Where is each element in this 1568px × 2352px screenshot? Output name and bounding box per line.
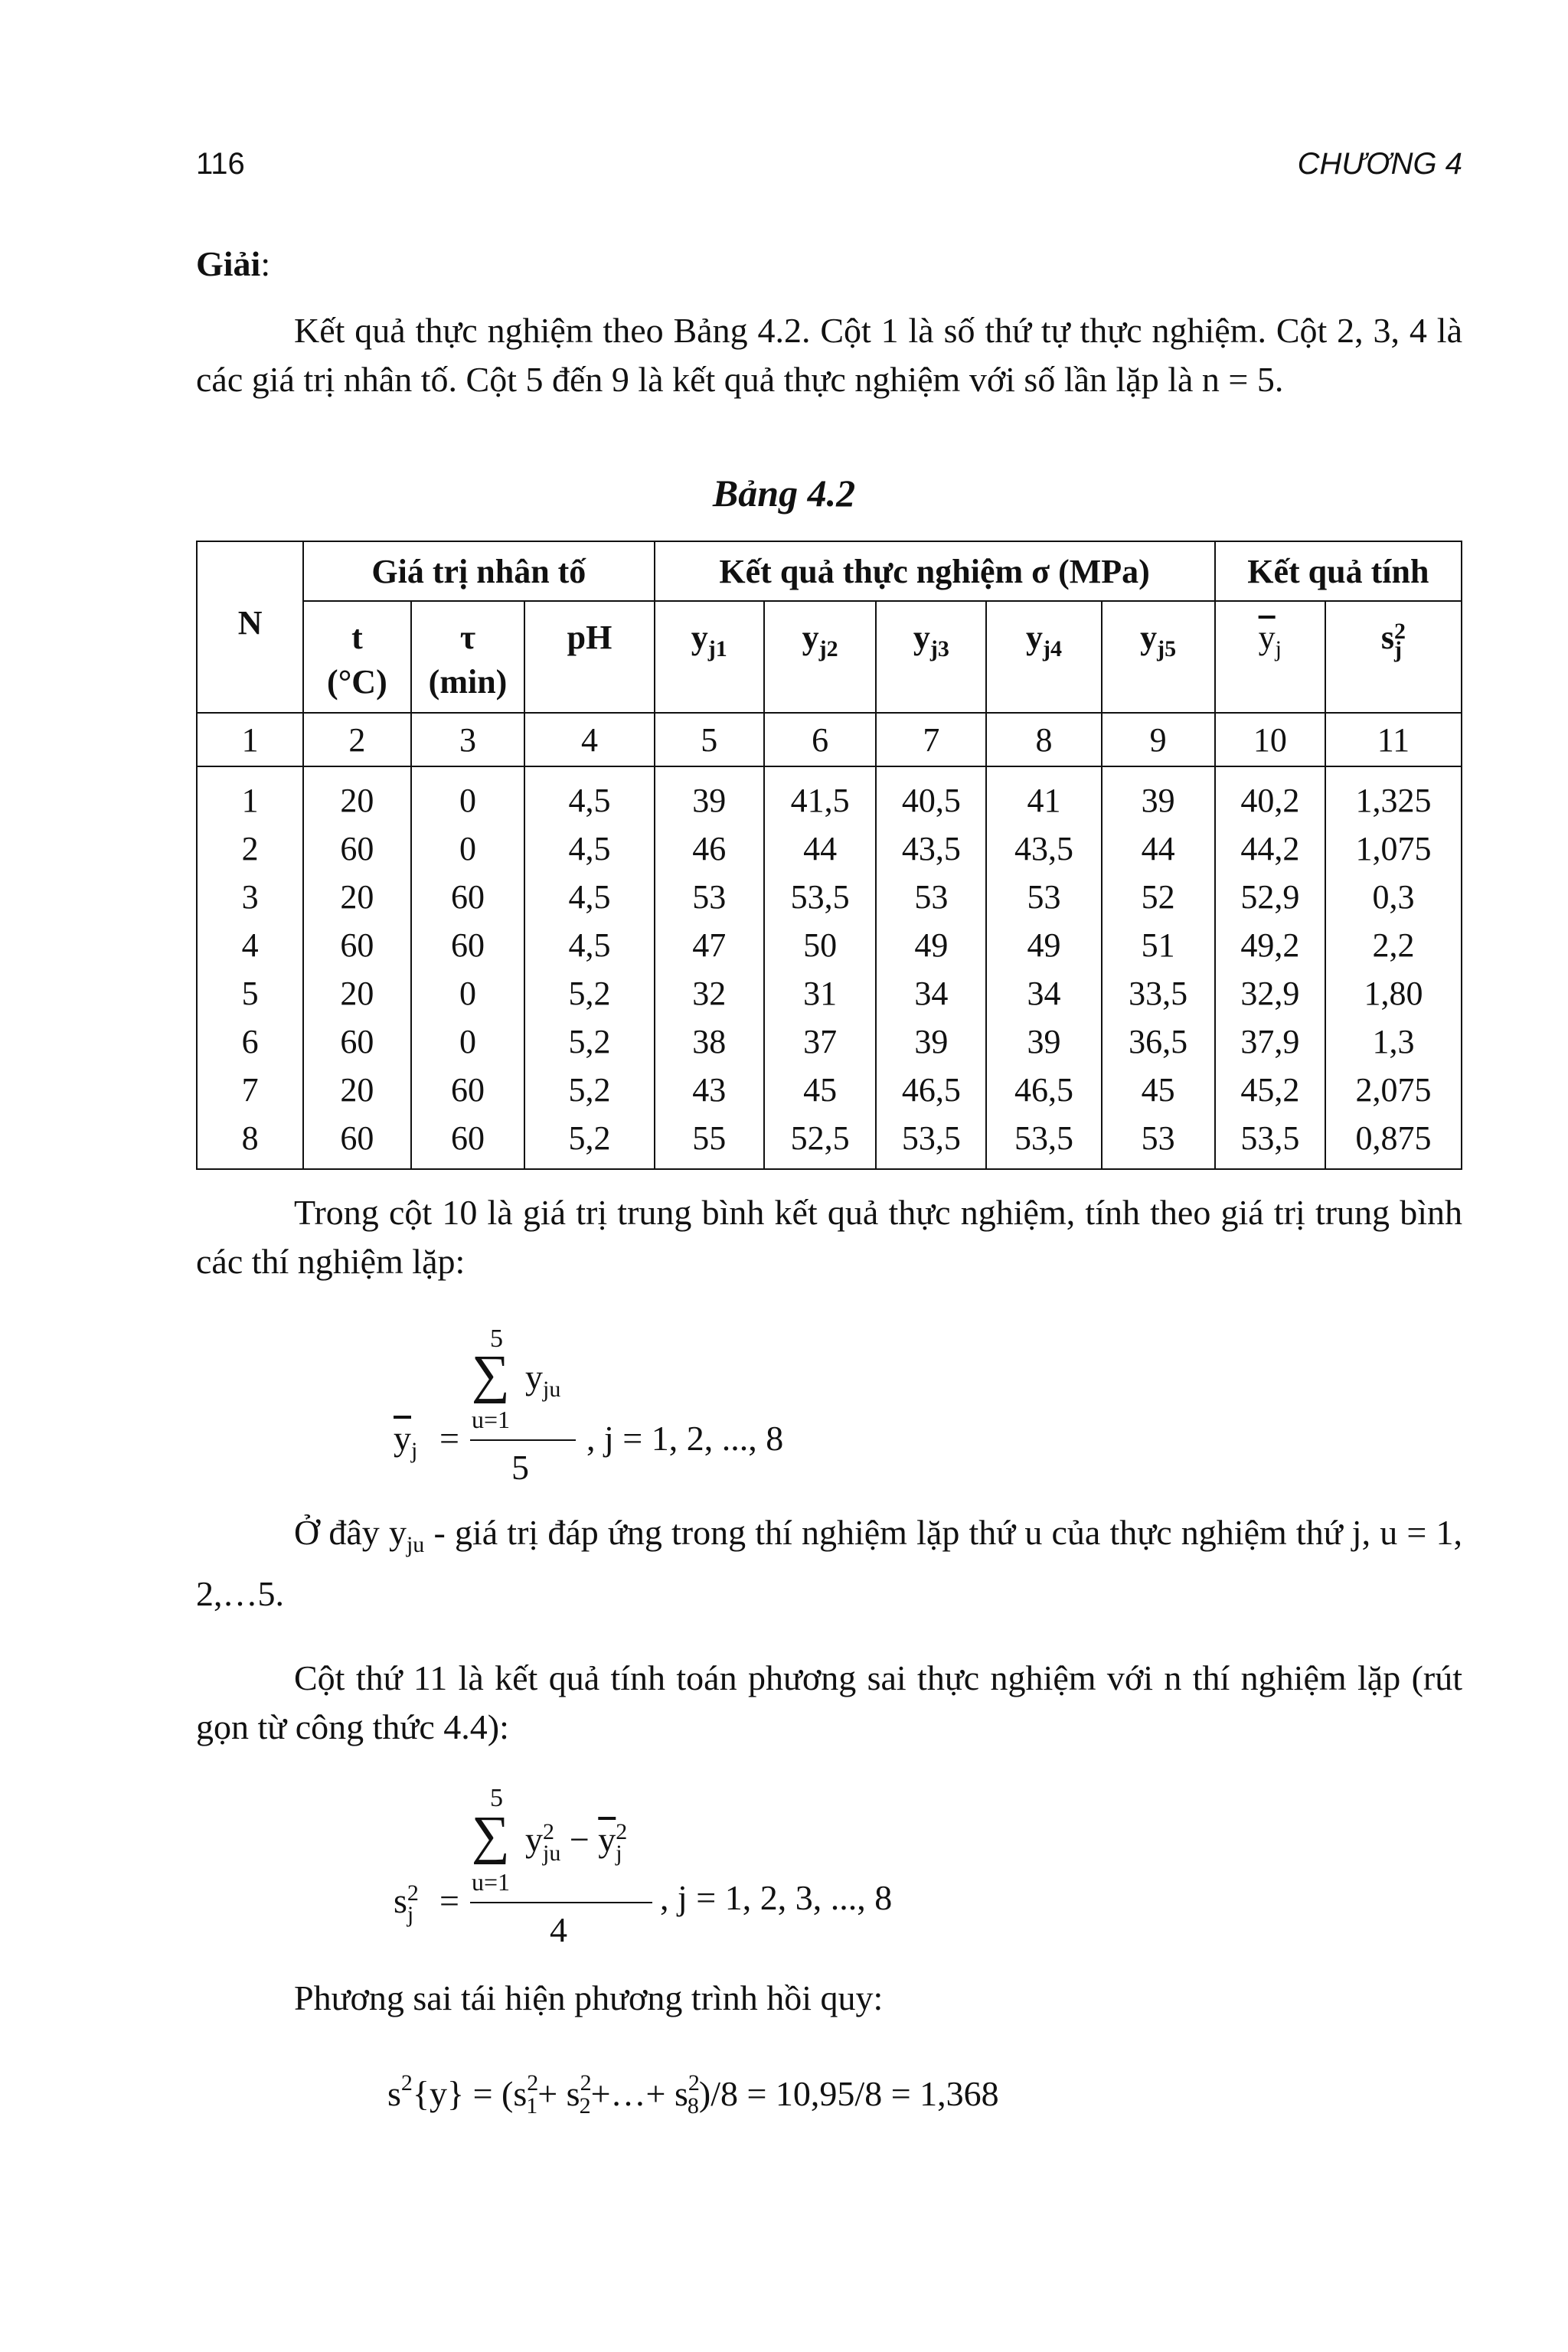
table-cell: 39 (986, 1018, 1101, 1066)
header-ph: pH (524, 601, 654, 713)
sum-symbol: ∑ (472, 1806, 510, 1865)
table-cell: 5,2 (524, 969, 654, 1018)
column-number: 9 (1102, 713, 1215, 766)
table-cell: 60 (411, 873, 525, 921)
table-cell: 53 (986, 873, 1101, 921)
table-cell: 20 (303, 1066, 410, 1114)
column-number: 5 (655, 713, 764, 766)
header-yj1: $y_{j1}$ (655, 601, 764, 713)
table-cell: 46,5 (986, 1066, 1101, 1114)
column-number: 3 (411, 713, 525, 766)
table-cell: 39 (1102, 766, 1215, 825)
column-number: 6 (764, 713, 876, 766)
table-cell: 2,2 (1325, 921, 1462, 969)
table-cell: 53,5 (764, 873, 876, 921)
header-yj3: $y_{j3}$ (876, 601, 986, 713)
table-cell: 0,875 (1325, 1114, 1462, 1169)
header-yj5: $y_{j5}$ (1102, 601, 1215, 713)
table-cell: 3 (197, 873, 303, 921)
table-cell: 2,075 (1325, 1066, 1462, 1114)
table-cell: 20 (303, 766, 410, 825)
table-cell: 2 (197, 825, 303, 873)
table-cell: 47 (655, 921, 764, 969)
table-cell: 53 (655, 873, 764, 921)
header-experiment-results: Kết quả thực nghiệm σ (MPa) (655, 541, 1215, 601)
fraction-line (470, 1902, 652, 1903)
chapter-title: CHƯƠNG 4 (1297, 147, 1462, 181)
table-cell: 1,3 (1325, 1018, 1462, 1066)
column-number: 1 (197, 713, 303, 766)
equation-reproducibility: $s^2\{y\} = (s^2_1+$ $s^2_2+\dots+ s^2_8)/8 = 10,95/8 = 1,368$ (387, 2070, 999, 2118)
table-caption: Bảng 4.2 (712, 472, 856, 514)
table-cell: 53,5 (876, 1114, 986, 1169)
header-computed-results: Kết quả tính (1215, 541, 1462, 601)
table-cell: 60 (303, 1018, 410, 1066)
paragraph-regression: Phương sai tái hiện phương trình hồi quy: (294, 1978, 884, 2017)
paragraph-mean: Trong cột 10 là giá trị trung bình kết quả thực nghiệm, tính theo giá trị trung bình các thí nghiệm lặp: (196, 1193, 1462, 1281)
table-cell: 44 (764, 825, 876, 873)
header-yj4: $y_{j4}$ (986, 601, 1101, 713)
table-cell: 6 (197, 1018, 303, 1066)
table-cell: 37 (764, 1018, 876, 1066)
column-number: 8 (986, 713, 1101, 766)
table-body (197, 766, 1462, 1169)
table-cell: 46 (655, 825, 764, 873)
table-cell: 41,5 (764, 766, 876, 825)
table-cell: 60 (411, 1114, 525, 1169)
header-t: t (°C) (303, 601, 410, 713)
table-cell: 45,2 (1215, 1066, 1325, 1114)
sum-symbol: ∑ (472, 1345, 510, 1404)
table-cell: 53 (876, 873, 986, 921)
header-yj2: $y_{j2}$ (764, 601, 876, 713)
table-cell: 53,5 (986, 1114, 1101, 1169)
table-cell: 49 (986, 921, 1101, 969)
table-cell: 53 (1102, 1114, 1215, 1169)
table-cell: 0 (411, 969, 525, 1018)
table-cell: 43,5 (876, 825, 986, 873)
table-cell: 50 (764, 921, 876, 969)
table-cell: 1,075 (1325, 825, 1462, 873)
column-number: 11 (1325, 713, 1462, 766)
column-number: 4 (524, 713, 654, 766)
table-row (197, 1114, 1462, 1169)
header-n: N (197, 541, 303, 713)
table-cell: 60 (303, 825, 410, 873)
table-cell: 44 (1102, 825, 1215, 873)
table-cell: 38 (655, 1018, 764, 1066)
table-cell: 0 (411, 825, 525, 873)
table-cell: 20 (303, 873, 410, 921)
table-row (197, 1018, 1462, 1066)
fraction-line (470, 1439, 576, 1441)
table-cell: 4,5 (524, 825, 654, 873)
table-row (197, 766, 1462, 825)
table-cell: 60 (303, 1114, 410, 1169)
table-cell: 55 (655, 1114, 764, 1169)
table-cell: 60 (411, 1066, 525, 1114)
table-cell: 4,5 (524, 873, 654, 921)
table-cell: 45 (1102, 1066, 1215, 1114)
table-cell: 39 (876, 1018, 986, 1066)
table-cell: 44,2 (1215, 825, 1325, 873)
solution-heading: Giải: (196, 244, 271, 283)
header-ybar: $\overline{y}_j$ (1215, 601, 1325, 713)
table-cell: 40,5 (876, 766, 986, 825)
table-cell: 41 (986, 766, 1101, 825)
table-cell: 20 (303, 969, 410, 1018)
table-cell: 43 (655, 1066, 764, 1114)
table-cell: 52 (1102, 873, 1215, 921)
table-cell: 40,2 (1215, 766, 1325, 825)
table-cell: 37,9 (1215, 1018, 1325, 1066)
table-cell: 5,2 (524, 1114, 654, 1169)
table-cell: 60 (303, 921, 410, 969)
table-row (197, 873, 1462, 921)
table-cell: 52,5 (764, 1114, 876, 1169)
table-cell: 49 (876, 921, 986, 969)
table-cell: 5 (197, 969, 303, 1018)
page-number: 116 (196, 147, 245, 181)
paragraph-yju-note: Ở đây $y_{ju}$ - giá trị đáp ứng trong thí nghiệm lặp thứ u của thực nghiệm thứ j, u = 1, 2,…5. (196, 1513, 1463, 1613)
table-cell: 1,80 (1325, 969, 1462, 1018)
table-cell: 4,5 (524, 766, 654, 825)
table-cell: 53,5 (1215, 1114, 1325, 1169)
table-cell: 36,5 (1102, 1018, 1215, 1066)
header-variance: s2 j (1325, 601, 1462, 713)
table-cell: 39 (655, 766, 764, 825)
table-cell: 31 (764, 969, 876, 1018)
table-cell: 1 (197, 766, 303, 825)
table-cell: 34 (986, 969, 1101, 1018)
table-row (197, 921, 1462, 969)
table-cell: 5,2 (524, 1018, 654, 1066)
table-cell: 60 (411, 921, 525, 969)
table-cell: 45 (764, 1066, 876, 1114)
table-cell: 51 (1102, 921, 1215, 969)
table-cell: 4 (197, 921, 303, 969)
table-cell: 32 (655, 969, 764, 1018)
table-cell: 46,5 (876, 1066, 986, 1114)
table-row (197, 969, 1462, 1018)
results-table (196, 541, 1462, 1170)
table-cell: 5,2 (524, 1066, 654, 1114)
column-number: 7 (876, 713, 986, 766)
column-number-row (197, 713, 1462, 766)
table-cell: 43,5 (986, 825, 1101, 873)
table-cell: 8 (197, 1114, 303, 1169)
table-cell: 0 (411, 1018, 525, 1066)
table-cell: 32,9 (1215, 969, 1325, 1018)
table-cell: 49,2 (1215, 921, 1325, 969)
column-number: 2 (303, 713, 410, 766)
table-cell: 52,9 (1215, 873, 1325, 921)
column-number: 10 (1215, 713, 1325, 766)
paragraph-variance: Cột thứ 11 là kết quả tính toán phương sai thực nghiệm với n thí nghiệm lặp (rút gọn từ công thức 4.4): (196, 1658, 1462, 1746)
table-cell: 4,5 (524, 921, 654, 969)
paragraph-intro: Kết quả thực nghiệm theo Bảng 4.2. Cột 1 là số thứ tự thực nghiệm. Cột 2, 3, 4 là các giá trị nhân tố. Cột 5 đến 9 là kết quả thực nghiệm với số lần lặp là n = 5. (196, 311, 1462, 399)
table-row (197, 1066, 1462, 1114)
page-header (196, 147, 1462, 193)
table-cell: 0 (411, 766, 525, 825)
table-cell: 7 (197, 1066, 303, 1114)
table-cell: 1,325 (1325, 766, 1462, 825)
table-cell: 34 (876, 969, 986, 1018)
header-factors: Giá trị nhân tố (303, 541, 654, 601)
table-row (197, 825, 1462, 873)
table-cell: 33,5 (1102, 969, 1215, 1018)
table-cell: 0,3 (1325, 873, 1462, 921)
header-tau: τ (min) (411, 601, 525, 713)
